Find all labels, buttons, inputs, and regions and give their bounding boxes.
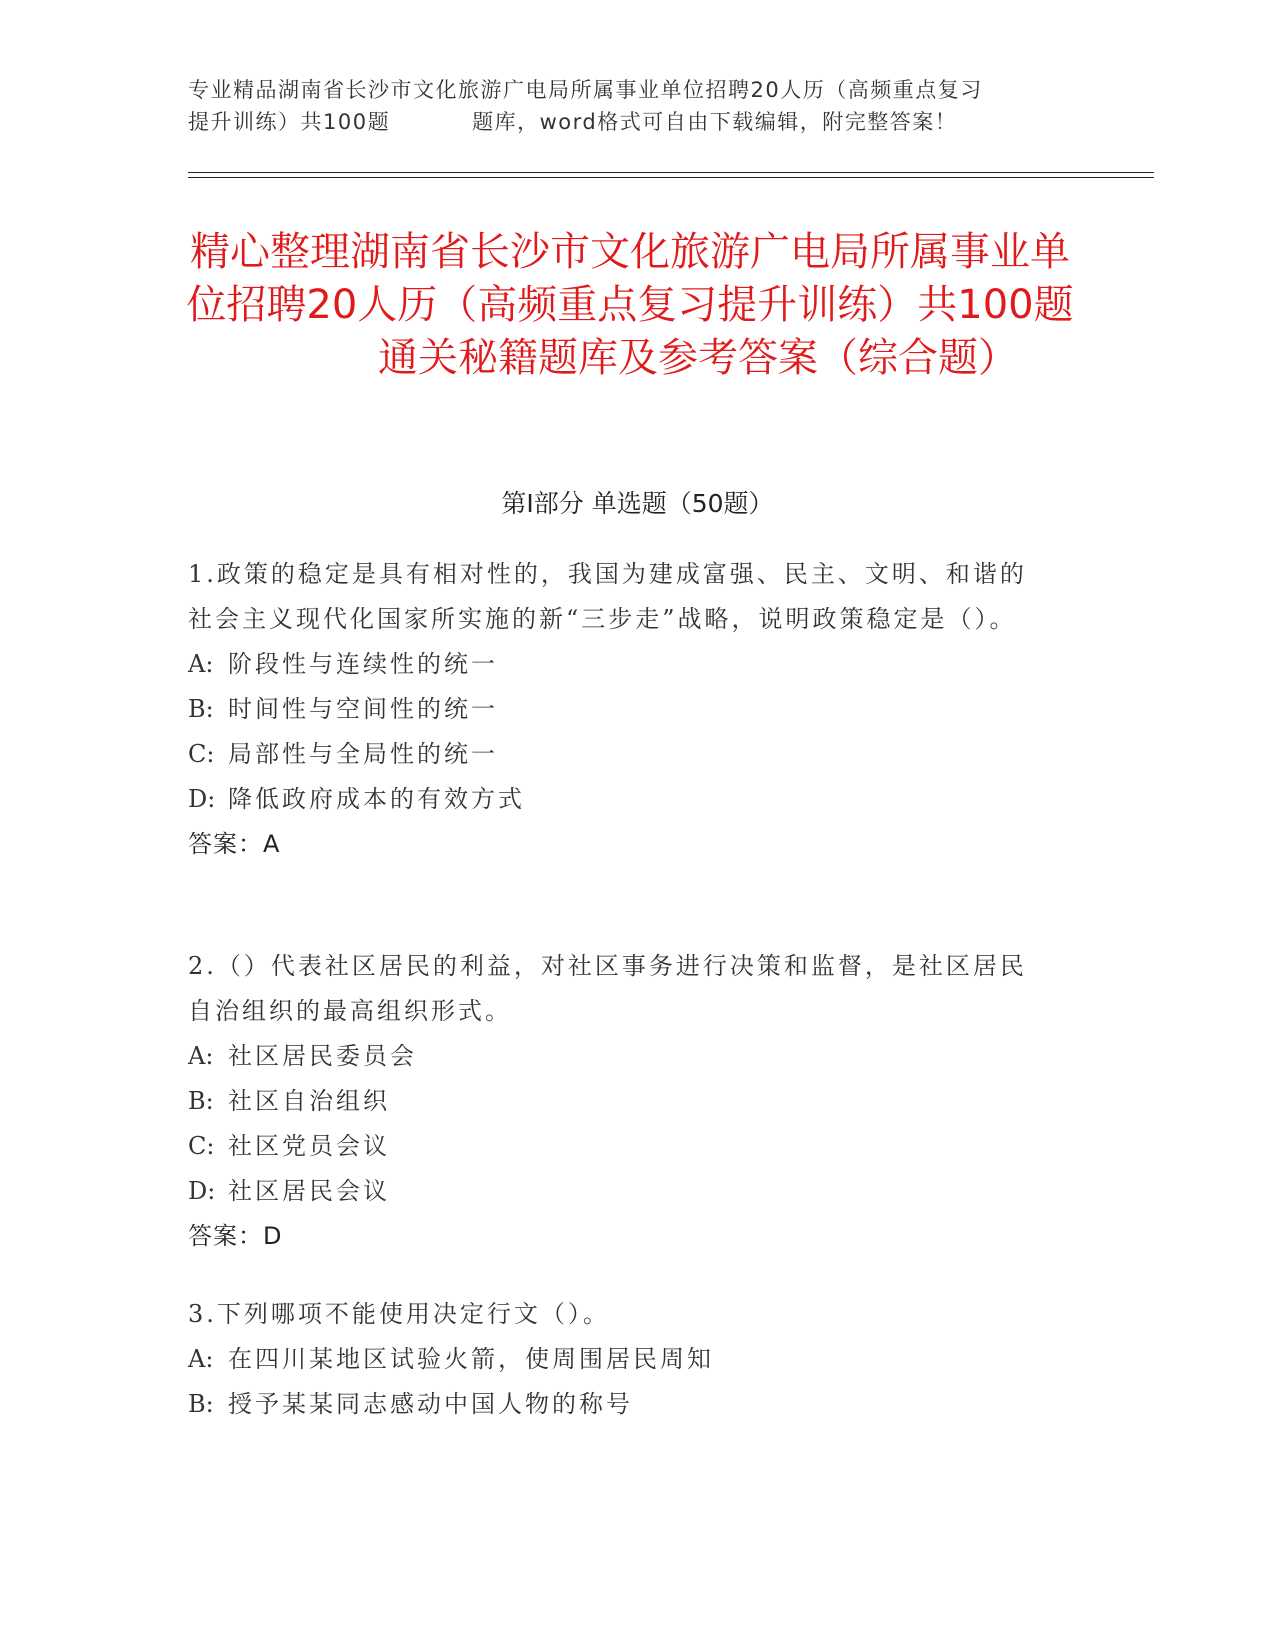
header-line-2 (188, 106, 1088, 138)
title-part-2: 通关秘籍题库及参考答案（综合题） (378, 335, 1018, 381)
header-divider-bottom (188, 177, 1154, 178)
question-3 (188, 1292, 1048, 1427)
option-a: A: 社区居民委员会 (188, 1042, 417, 1070)
option-c: C: 社区党员会议 (188, 1132, 390, 1160)
option-d: D: 降低政府成本的有效方式 (188, 785, 525, 813)
option-b: B: 社区自治组织 (188, 1087, 390, 1115)
answer: 答案：D (188, 1222, 283, 1250)
option-b: B: 时间性与空间性的统一 (188, 695, 498, 723)
header-line-1: 专业精品湖南省长沙市文化旅游广电局所属事业单位招聘20人历（高频重点复习 (188, 78, 983, 102)
page-header (188, 74, 1088, 138)
option-a: A: 阶段性与连续性的统一 (188, 650, 498, 678)
question-2 (188, 944, 1048, 1259)
question-stem: 2.（）代表社区居民的利益，对社区事务进行决策和监督，是社区居民自治组织的最高组织形式。 (188, 952, 1027, 1025)
header-line-2-left: 提升训练）共100题 (188, 110, 391, 134)
answer: 答案：A (188, 830, 281, 858)
option-b: B: 授予某某同志感动中国人物的称号 (188, 1390, 633, 1418)
document-title (180, 226, 1080, 385)
header-line-2-right: 题库，word格式可自由下载编辑，附完整答案！ (472, 110, 958, 134)
option-d: D: 社区居民会议 (188, 1177, 390, 1205)
option-a: A: 在四川某地区试验火箭，使周围居民周知 (188, 1345, 714, 1373)
title-part-1: 精心整理湖南省长沙市文化旅游广电局所属事业单位招聘20人历（高频重点复习提升训练）共100题 (186, 229, 1074, 328)
question-stem: 1.政策的稳定是具有相对性的，我国为建成富强、民主、文明、和谐的社会主义现代化国家所实施的新“三步走”战略，说明政策稳定是（）。 (188, 560, 1027, 633)
header-divider-top (188, 172, 1154, 173)
question-stem: 3.下列哪项不能使用决定行文（）。 (188, 1300, 610, 1328)
question-1 (188, 552, 1048, 867)
section-title: 第Ⅰ部分 单选题（50题） (501, 489, 774, 518)
option-c: C: 局部性与全局性的统一 (188, 740, 498, 768)
